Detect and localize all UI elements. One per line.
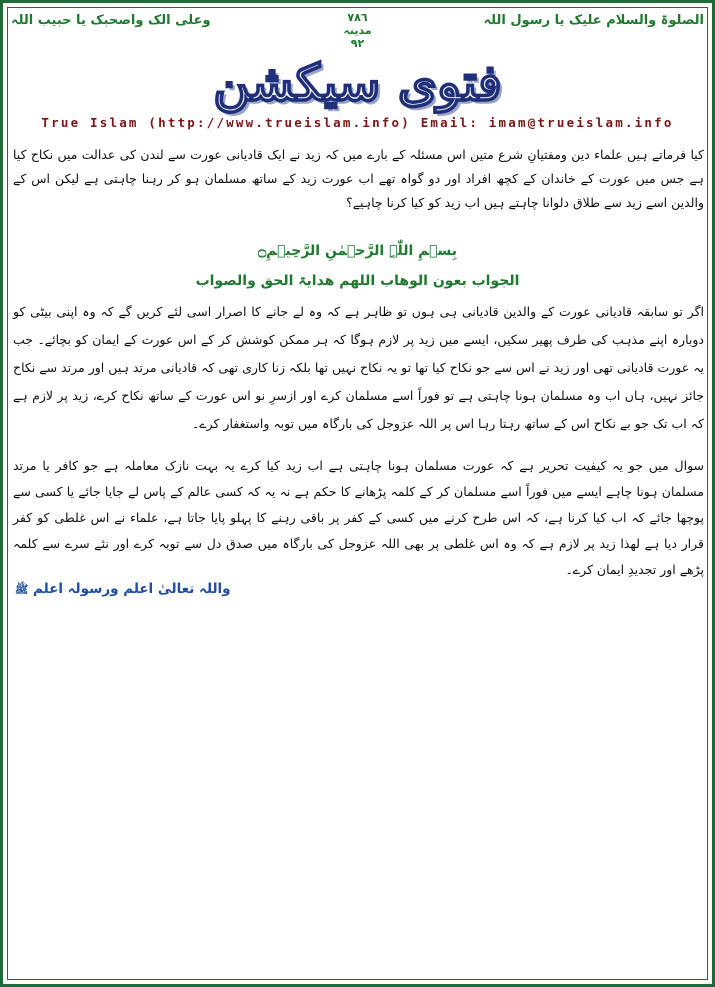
header-code-line1: ٧٨٦ xyxy=(347,11,368,24)
question-text: کیا فرماتے ہیں علماء دین ومفتیانِ شرع متین اس مسئلہ کے بارے میں کہ زید نے ایک قادیانی عورت سے لندن کی عدالت میں نکاح کیا ہے جس میں عورت کے خاندان کے کچھ افراد اور دو گواہ تھے اب عورت زید کے ساتھ مسلمان ہو کر رہنا چاہتی ہے لیکن اس کے والدین اسے زید سے طلاق دلوانا چاہتے ہیں اب زید کو کیا کرنا چاہیے؟ xyxy=(13,147,704,210)
answer-paragraph-1: اگر تو سابقہ قادیانی عورت کے والدین قادیانی ہی ہوں تو ظاہر ہے کہ وہ لے جانے کا اصرار اسی لئے کریں گے کہ وہ اپنی بیٹی کو دوبارہ اپنے مذہب کی طرف پھیر سکیں، ایسے میں زید پر لازم ہوگا کہ ہر ممکن کوشش کر کے اس عورت کے ایمان کو بچائے۔ جب یہ عورت قادیانی تھی اور زید نے اس سے جو نکاح کیا تھا تو یہ نکاح نہیں تھا بلکہ زنا کاری تھی کہ قادیانی مرتد ہیں اور مرتد سے نکاح جائز نہیں، ہاں اب وہ مسلمان ہونا چاہتی ہے تو فوراً اسے مسلمان کرے اور ازسرِ نو اس عورت کے ساتھ نکاح کرے، زید پر لازم ہے کہ اب تک جو بے نکاح اس کے ساتھ رہتا رہا اس پر اللہ عزوجل کی بارگاہ میں توبہ واستغفار کرے۔ xyxy=(13,304,704,431)
answer-paragraph-2: سوال میں جو یہ کیفیت تحریر ہے کہ عورت مسلمان ہونا چاہتی ہے اب زید کیا کرے یہ بہت نازک معاملہ ہے جو کافر یا مرتد مسلمان ہونا چاہے ایسے میں فوراً اسے مسلمان کر کے کلمہ پڑھانے کا حکم ہے نہ یہ کہ کسی عالم کے پاس لے جایا جائے یا کسی سے پوچھا جائے کہ اب کیا کرنا ہے، کہ اس طرح کرنے میں کسی کے کفر پر باقی رہنے کا پہلو پایا جاتا ہے، علماء نے اس غلطی کو کفر قرار دیا ہے لھذا زید پر لازم ہے کہ وہ اس غلطی پر بھی اللہ عزوجل کی بارگاہ میں صدق دل سے توبہ کرے اور نئے سرے سے کلمہ پڑھے اور تجدیدِ ایمان کرے۔ xyxy=(13,458,704,577)
answer-heading: الجواب بعون الوھاب اللھم ھدایۃ الحق والصواب xyxy=(195,273,520,289)
honorific-icon: ﷺ xyxy=(15,583,29,596)
header-code-line2: مدینہ xyxy=(343,24,372,37)
salutation-left: وعلی الک واصحبک یا حبیب اللہ xyxy=(11,13,211,28)
bismillah: بِسۡمِ اللّٰہِ الرَّحۡمٰنِ الرَّحِیۡمِ۝ xyxy=(257,243,458,259)
salutation-right: الصلوۃ والسلام علیک یا رسول اللہ xyxy=(483,13,704,28)
header-code-line3: ٩٢ xyxy=(350,37,365,50)
closing-text: واللہ تعالیٰ اعلم ورسولہ اعلم xyxy=(33,581,231,597)
header-row xyxy=(11,11,704,51)
header-code xyxy=(343,11,371,50)
page-title: فتوی سیکشن xyxy=(213,53,502,112)
closing-line xyxy=(11,581,231,599)
contact-line: True Islam (http://www.trueislam.info) Email: imam@trueislam.info xyxy=(41,115,674,130)
